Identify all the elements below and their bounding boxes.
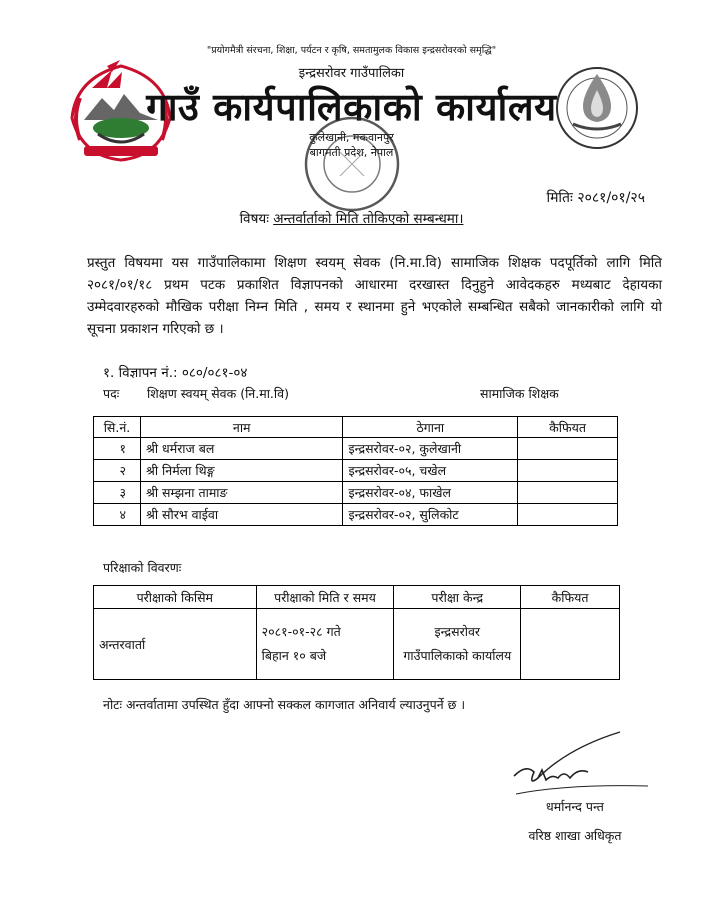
signer-title: वरिष्ठ शाखा अधिकृत — [528, 828, 622, 843]
cell-serial: ३ — [94, 482, 141, 504]
table-header-row — [94, 417, 618, 438]
col-header-exam-center: परीक्षा केन्द्र — [394, 586, 521, 609]
cell-address: इन्द्रसरोवर-०२, सुलिकोट — [343, 504, 518, 526]
slogan: "प्रयोगमैत्री संरचना, शिक्षा, पर्यटन र कृषि, समतामुलक विकास इन्द्रसरोवरको समृद्धि" — [206, 45, 497, 56]
exam-date: २०८१-०१-२८ गते — [261, 624, 341, 639]
cell-remarks — [518, 482, 618, 504]
address-line-2: बागमती प्रदेश, नेपाल — [309, 146, 394, 159]
table-header-row — [94, 586, 620, 609]
post-value: शिक्षण स्वयम् सेवक (नि.मा.वि) — [147, 386, 289, 401]
cell-remarks — [518, 438, 618, 460]
signature — [508, 728, 653, 798]
exam-center-line-2: गाउँपालिकाको कार्यालय — [403, 648, 512, 663]
exam-center-line-1: इन्द्रसरोवर — [434, 624, 481, 639]
cell-address: इन्द्रसरोवर-०४, फाखेल — [343, 482, 518, 504]
col-header-address: ठेगाना — [343, 417, 518, 438]
cell-serial: २ — [94, 460, 141, 482]
exam-details-label: परिक्षाको विवरणः — [103, 560, 182, 575]
table-row — [94, 460, 618, 482]
cell-exam-center — [394, 609, 521, 680]
cell-exam-remarks — [521, 609, 620, 680]
vacancy-number: १. विज्ञापन नं.: ०८०/०८१-०४ — [103, 365, 248, 381]
municipality-name: इन्द्रसरोवर गाउँपालिका — [298, 66, 405, 81]
col-header-exam-remarks: कैफियत — [521, 586, 620, 609]
table-row — [94, 438, 618, 460]
note: नोटः अन्तर्वातामा उपस्थित हुँदा आफ्नो सक्कल कागजात अनिवार्य ल्याउनुपर्ने छ । — [103, 697, 466, 712]
col-header-exam-datetime: परीक्षाको मिति र समय — [256, 586, 394, 609]
cell-serial: १ — [94, 438, 141, 460]
cell-serial: ४ — [94, 504, 141, 526]
official-stamp — [300, 112, 405, 217]
cell-remarks — [518, 460, 618, 482]
subject-label: विषयः — [239, 211, 269, 227]
cell-exam-type: अन्तरवार्ता — [94, 609, 257, 680]
office-title: गाउँ कार्यपालिकाको कार्यालय — [146, 85, 557, 129]
cell-address: इन्द्रसरोवर-०२, कुलेखानी — [343, 438, 518, 460]
cell-remarks — [518, 504, 618, 526]
subject-name: सामाजिक शिक्षक — [480, 386, 559, 401]
subject-text: अन्तर्वार्ताको मिति तोकिएको सम्बन्धमा। — [273, 211, 464, 227]
col-header-name: नाम — [140, 417, 342, 438]
exam-table — [93, 585, 620, 680]
cell-name: श्री धर्मराज बल — [140, 438, 342, 460]
cell-name: श्री निर्मला थिङ्ग — [140, 460, 342, 482]
post-label: पदः — [103, 386, 120, 401]
table-row — [94, 609, 620, 680]
notice-body: प्रस्तुत विषयमा यस गाउँपालिकामा शिक्षण स्वयम् सेवक (नि.मा.वि) सामाजिक शिक्षक पदपूर्तिको लागि मिति २०८१/०१/१८ प्रथम पटक प्रकाशित विज्ञापनको आधारमा दरखास्त दिनुहुने आवेदकहरु मध्यबाट देहायका उम्मेदवारहरुको मौखिक परीक्षा निम्न मिति , समय र स्थानमा हुने भएकोले सम्बन्धित सबैको जानकारीको लागि यो सूचना प्रकाशन गरिएको छ । — [87, 255, 662, 337]
cell-name: श्री सम्झना तामाङ — [140, 482, 342, 504]
table-row — [94, 504, 618, 526]
cell-exam-datetime — [256, 609, 394, 680]
table-row — [94, 482, 618, 504]
candidate-table — [93, 416, 618, 526]
issue-date: मितिः २०८१/०१/२५ — [546, 190, 645, 206]
exam-time: बिहान १० बजे — [261, 648, 327, 663]
signer-name: धर्मानन्द पन्त — [546, 799, 604, 814]
address-line-1: कुलेखानी, मकवानपुर — [309, 131, 394, 144]
cell-address: इन्द्रसरोवर-०५, चखेल — [343, 460, 518, 482]
col-header-remarks: कैफियत — [518, 417, 618, 438]
subject-line — [0, 209, 703, 227]
col-header-exam-type: परीक्षाको किसिम — [94, 586, 257, 609]
cell-name: श्री सौरभ वाईवा — [140, 504, 342, 526]
col-header-serial: सि.नं. — [94, 417, 141, 438]
